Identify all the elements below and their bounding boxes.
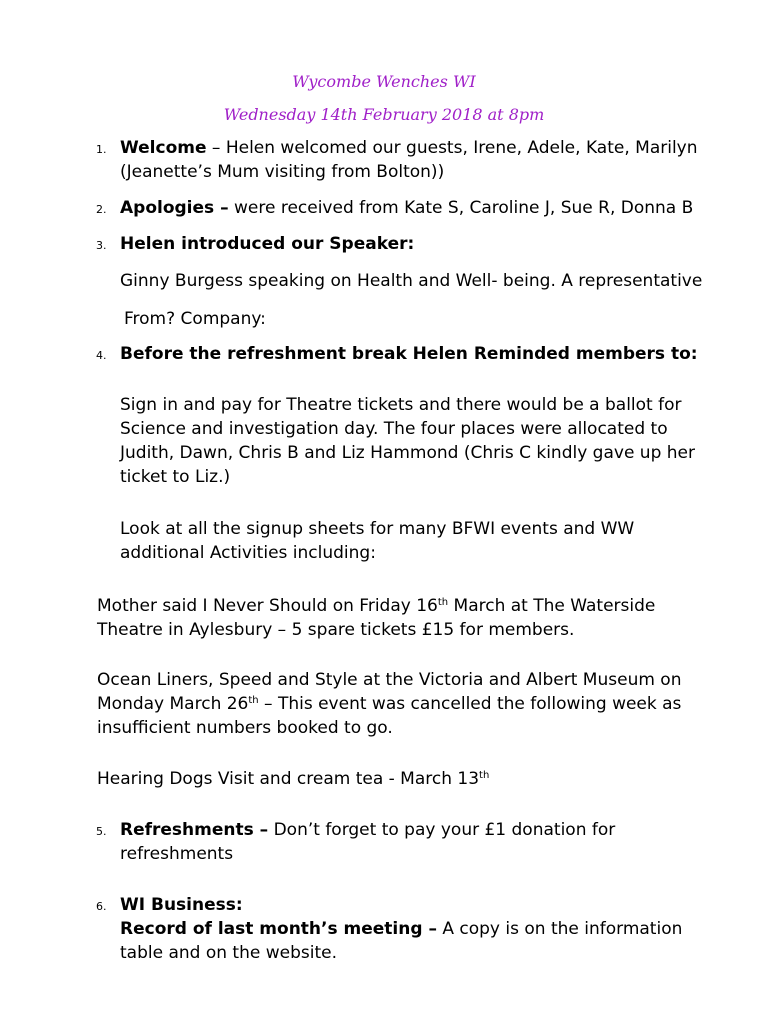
ordinal-suffix: th (479, 770, 490, 781)
item-number-6: 6. (96, 900, 107, 913)
theatre-line: Science and investigation day. The four places were allocated to (120, 419, 668, 439)
apologies-item (120, 196, 693, 220)
event-ocean-liners (97, 668, 681, 740)
apologies-heading: Apologies – (120, 198, 229, 218)
event-text-line3: insufficient numbers booked to go. (97, 718, 393, 738)
refreshments-text: Don’t forget to pay your £1 donation for (268, 820, 616, 840)
signup-line: Look at all the signup sheets for many BFWI events and WW (120, 519, 635, 539)
welcome-text-line2: (Jeanette’s Mum visiting from Bolton)) (120, 162, 445, 182)
item-number-4: 4. (96, 349, 107, 362)
event-text: March at The Waterside (448, 596, 656, 616)
welcome-item (120, 136, 698, 184)
item-number-1: 1. (96, 143, 107, 156)
refreshments-item (120, 818, 615, 866)
item-number-3: 3. (96, 239, 107, 252)
welcome-heading: Welcome (120, 138, 207, 158)
business-item (120, 893, 682, 965)
ordinal-suffix: th (437, 597, 449, 608)
event-text: Monday March 26 (97, 694, 249, 714)
refreshments-heading: Refreshments – (120, 820, 269, 840)
speaker-company: From? Company: (124, 309, 266, 329)
welcome-text: – Helen welcomed our guests, Irene, Adele, Kate, Marilyn (206, 138, 698, 158)
record-text-line2: table and on the website. (120, 943, 337, 963)
speaker-text: Ginny Burgess speaking on Health and Well- being. A representative (120, 271, 703, 291)
event-text: – This event was cancelled the following week as (258, 694, 682, 714)
signup-line: additional Activities including: (120, 543, 376, 563)
event-hearing-dogs (97, 767, 489, 791)
signup-paragraph (120, 517, 634, 565)
theatre-line: Sign in and pay for Theatre tickets and there would be a ballot for (120, 395, 682, 415)
theatre-line: ticket to Liz.) (120, 467, 231, 487)
item-number-5: 5. (96, 825, 107, 838)
apologies-text: were received from Kate S, Caroline J, Sue R, Donna B (228, 198, 694, 218)
reminders-heading: Before the refreshment break Helen Reminded members to: (120, 344, 698, 364)
event-text: Hearing Dogs Visit and cream tea - March 13 (97, 769, 480, 789)
business-heading: WI Business: (120, 895, 243, 915)
event-mother-said (97, 594, 655, 642)
meeting-date: Wednesday 14th February 2018 at 8pm (223, 105, 545, 124)
refreshments-text-line2: refreshments (120, 844, 234, 864)
item-number-2: 2. (96, 203, 107, 216)
record-heading: Record of last month’s meeting – (120, 919, 437, 939)
group-name: Wycombe Wenches WI (292, 72, 476, 91)
theatre-paragraph (120, 393, 695, 489)
record-text: A copy is on the information (436, 919, 683, 939)
event-text: Mother said I Never Should on Friday 16 (97, 596, 438, 616)
speaker-heading: Helen introduced our Speaker: (120, 234, 415, 254)
ordinal-suffix: th (248, 695, 259, 706)
event-text: Ocean Liners, Speed and Style at the Victoria and Albert Museum on (97, 670, 682, 690)
event-text-line2: Theatre in Aylesbury – 5 spare tickets £15 for members. (97, 620, 575, 640)
theatre-line: Judith, Dawn, Chris B and Liz Hammond (Chris C kindly gave up her (120, 443, 695, 463)
